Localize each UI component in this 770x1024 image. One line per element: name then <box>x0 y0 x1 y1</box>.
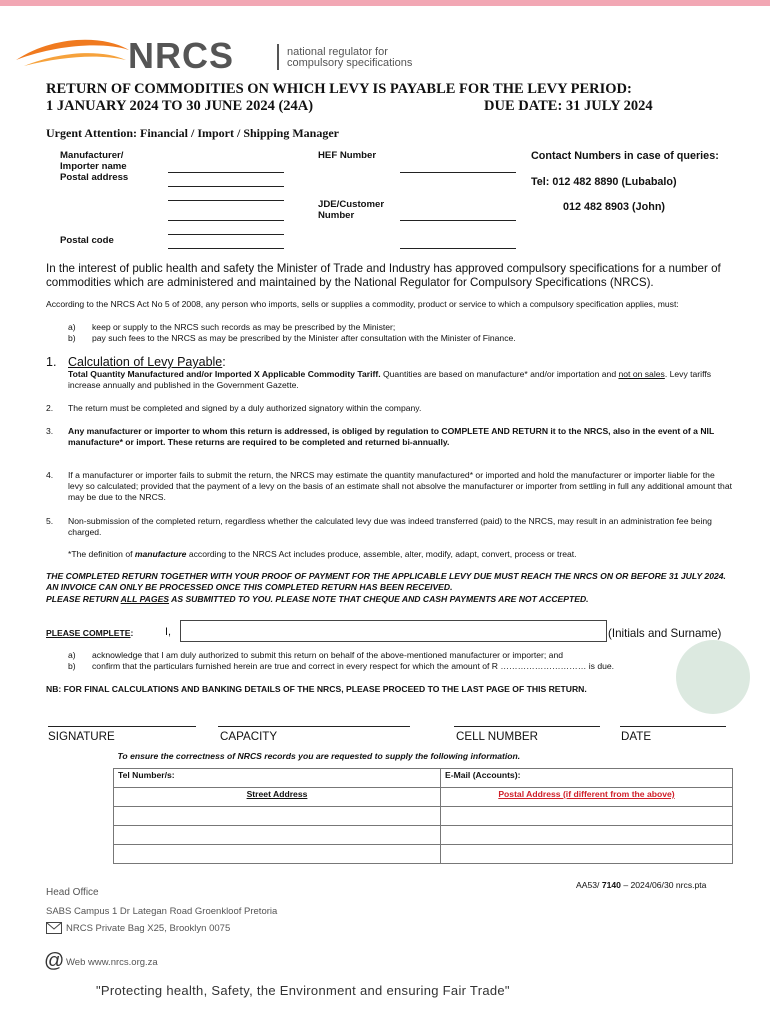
records-table-header: To ensure the correctness of NRCS records you are requested to supply the following information. <box>117 751 521 761</box>
declaration-b-label: b) <box>68 661 76 671</box>
item-1-text <box>68 369 732 391</box>
at-icon: @ <box>44 950 65 972</box>
web-address: Web www.nrcs.org.za <box>66 957 158 968</box>
postal-address-label: Postal address <box>60 172 129 183</box>
title-line-1: RETURN OF COMMODITIES ON WHICH LEVY IS PAYABLE FOR THE LEVY PERIOD: <box>46 81 632 97</box>
capacity-line[interactable] <box>218 726 410 727</box>
tel-numbers-cell[interactable]: Tel Number/s: <box>114 769 441 788</box>
item-4-number: 4. <box>46 470 54 480</box>
brand-tagline-2: compulsory specifications <box>287 57 413 69</box>
address-row-2-right[interactable] <box>441 826 733 845</box>
postal-code-line[interactable] <box>168 248 284 249</box>
jde-line-2[interactable] <box>400 248 516 249</box>
postal-address-footer: NRCS Private Bag X25, Brooklyn 0075 <box>66 923 231 934</box>
brand-divider <box>277 44 279 70</box>
address-row-3-right[interactable] <box>441 845 733 864</box>
jde-label-2: Number <box>318 210 355 221</box>
declaration-i: I, <box>165 626 171 638</box>
item-5-number: 5. <box>46 516 54 526</box>
signature-label: SIGNATURE <box>48 730 115 743</box>
email-accounts-cell[interactable]: E-Mail (Accounts): <box>441 769 733 788</box>
doc-ref-post: – 2024/06/30 nrcs.pta <box>620 880 707 890</box>
nb-note: NB: FOR FINAL CALCULATIONS AND BANKING DETAILS OF THE NRCS, PLEASE PROCEED TO THE LAST PAGE OF THIS RETURN. <box>46 684 587 694</box>
jde-label-1: JDE/Customer <box>318 199 385 210</box>
postal-code-label: Postal code <box>60 235 114 246</box>
date-line[interactable] <box>620 726 726 727</box>
doc-ref-number: 7140 <box>601 880 621 890</box>
manufacturer-line-2[interactable] <box>168 186 284 187</box>
manufacturer-label-1: Manufacturer/ <box>60 150 124 161</box>
item-2-text: The return must be completed and signed by a duly authorized signatory within the company. <box>68 403 422 413</box>
cell-number-line[interactable] <box>454 726 600 727</box>
contact-tel-1: Tel: 012 482 8890 (Lubabalo) <box>531 176 677 188</box>
definition-pre: *The definition of <box>68 549 135 559</box>
envelope-icon <box>46 922 62 934</box>
top-color-bar <box>0 0 770 6</box>
manufacturer-line-3[interactable] <box>168 200 284 201</box>
act-a-text: keep or supply to the NRCS such records as may be prescribed by the Minister; <box>92 322 396 332</box>
brand-tagline-1: national regulator for <box>287 46 388 58</box>
title-line-2-left: 1 JANUARY 2024 TO 30 JUNE 2024 (24A) <box>46 98 314 114</box>
jde-line[interactable] <box>400 220 516 221</box>
decorative-circle <box>676 640 750 714</box>
date-label: DATE <box>621 730 652 743</box>
item-1-heading <box>68 355 226 369</box>
cell-number-label: CELL NUMBER <box>456 730 539 743</box>
item-1-underline: not on sales <box>618 369 665 379</box>
definition-word: manufacture <box>134 549 187 559</box>
doc-ref-pre: AA53/ <box>576 880 602 890</box>
capacity-label: CAPACITY <box>220 730 278 743</box>
act-b-label: b) <box>68 333 76 343</box>
records-table <box>113 750 733 864</box>
manufacturer-line-1[interactable] <box>168 172 284 173</box>
notice-line-1: THE COMPLETED RETURN TOGETHER WITH YOUR PROOF OF PAYMENT FOR THE APPLICABLE LEVY DUE MUST REACH THE NRCS ON OR BEFORE 31 JULY 2024. AN INVOICE CAN ONLY BE PROCESSED ONCE THIS COMPLETED RETURN HAS BEEN RECEIVED. <box>46 571 726 592</box>
contact-heading: Contact Numbers in case of queries: <box>531 150 719 162</box>
notice-line-2-pre: PLEASE RETURN <box>46 594 121 604</box>
item-1-bold: Total Quantity Manufactured and/or Imported X Applicable Commodity Tariff. <box>68 369 381 379</box>
title-due-date: DUE DATE: 31 JULY 2024 <box>484 98 653 114</box>
notice-line-2 <box>46 594 736 605</box>
item-5-text: Non-submission of the completed return, regardless whether the calculated levy due was indeed transferred (paid) to the NRCS, may result in an administration fee being charged. <box>68 516 712 537</box>
please-complete-label <box>46 628 133 639</box>
footer-motto: "Protecting health, Safety, the Environment and ensuring Fair Trade" <box>96 983 510 998</box>
item-1-rest: Quantities are based on manufacture* and/or importation and <box>380 369 619 379</box>
act-paragraph: According to the NRCS Act No 5 of 2008, any person who imports, sells or supplies a commodity, product or service to which a compulsory specification applies, must: <box>46 299 679 309</box>
hef-number-line[interactable] <box>400 172 516 173</box>
document-reference <box>576 880 706 891</box>
initials-surname-input[interactable] <box>180 620 607 642</box>
intro-paragraph: In the interest of public health and safety the Minister of Trade and Industry has approved compulsory specifications for a number of commodities which are administered and maintained by the National Regulator for Compulsory Specifications (NRCS). <box>46 262 721 289</box>
act-b-text: pay such fees to the NRCS as may be prescribed by the Minister after consultation with the Minister of Finance. <box>92 333 516 343</box>
contact-tel-2: 012 482 8903 (John) <box>563 201 666 213</box>
postal-address-cell[interactable]: Postal Address (if different from the above) <box>441 788 733 807</box>
declaration-b-text: confirm that the particulars furnished herein are true and correct in every respect for which the amount of R ………………………… is due. <box>92 661 615 671</box>
manufacture-definition <box>68 549 732 560</box>
item-1-heading-colon: : <box>222 355 226 369</box>
item-1-number: 1. <box>46 355 57 369</box>
please-complete-text: PLEASE COMPLETE <box>46 628 131 638</box>
manufacturer-label-2: Importer name <box>60 161 127 172</box>
initials-surname-label: (Initials and Surname) <box>608 627 722 640</box>
address-row-3-left[interactable] <box>114 845 441 864</box>
item-1-heading-text: Calculation of Levy Payable <box>68 355 223 369</box>
notice-all-pages: ALL PAGES <box>120 594 170 604</box>
hef-number-label: HEF Number <box>318 150 377 161</box>
item-2-number: 2. <box>46 403 54 413</box>
item-1-end: . Levy tariffs increase annually and published in the Government Gazette. <box>68 369 711 390</box>
item-4-text: If a manufacturer or importer fails to submit the return, the NRCS may estimate the quantity manufactured* or imported and hold the manufacturer or importer liable for the levy so calculated; provided that the payment of a levy on the basis of an estimate shall not absolve the manufacturer or importer from settling in full any additional amount that may be due to the NRCS. <box>68 470 732 502</box>
address-row-1-right[interactable] <box>441 807 733 826</box>
definition-post: according to the NRCS Act includes produce, assemble, alter, modify, adapt, convert, process or treat. <box>186 549 577 559</box>
nrcs-brand: NRCS <box>128 35 235 76</box>
address-row-1-left[interactable] <box>114 807 441 826</box>
urgent-attention: Urgent Attention: Financial / Import / Shipping Manager <box>46 126 340 140</box>
item-3-number: 3. <box>46 426 54 436</box>
please-complete-colon: : <box>130 628 134 638</box>
declaration-a-label: a) <box>68 650 76 660</box>
notice-line-2-post: AS SUBMITTED TO YOU. PLEASE NOTE THAT CHEQUE AND CASH PAYMENTS ARE NOT ACCEPTED. <box>169 594 589 604</box>
declaration-a-text: acknowledge that I am duly authorized to submit this return on behalf of the above-mentioned manufacturer or importer; and <box>92 650 564 660</box>
head-office-label: Head Office <box>46 887 99 898</box>
item-3-text: Any manufacturer or importer to whom this return is addressed, is obliged by regulation to COMPLETE AND RETURN it to the NRCS, also in the event of a NIL manufacture* or import. These returns are required to be completed and returned bi-annually. <box>68 426 715 447</box>
street-address-cell[interactable]: Street Address <box>114 788 441 807</box>
signature-line[interactable] <box>48 726 196 727</box>
address-row-2-left[interactable] <box>114 826 441 845</box>
manufacturer-line-4[interactable] <box>168 220 284 221</box>
act-a-label: a) <box>68 322 76 332</box>
head-office-address: SABS Campus 1 Dr Lategan Road Groenkloof Pretoria <box>46 906 278 917</box>
manufacturer-line-5[interactable] <box>168 234 284 235</box>
